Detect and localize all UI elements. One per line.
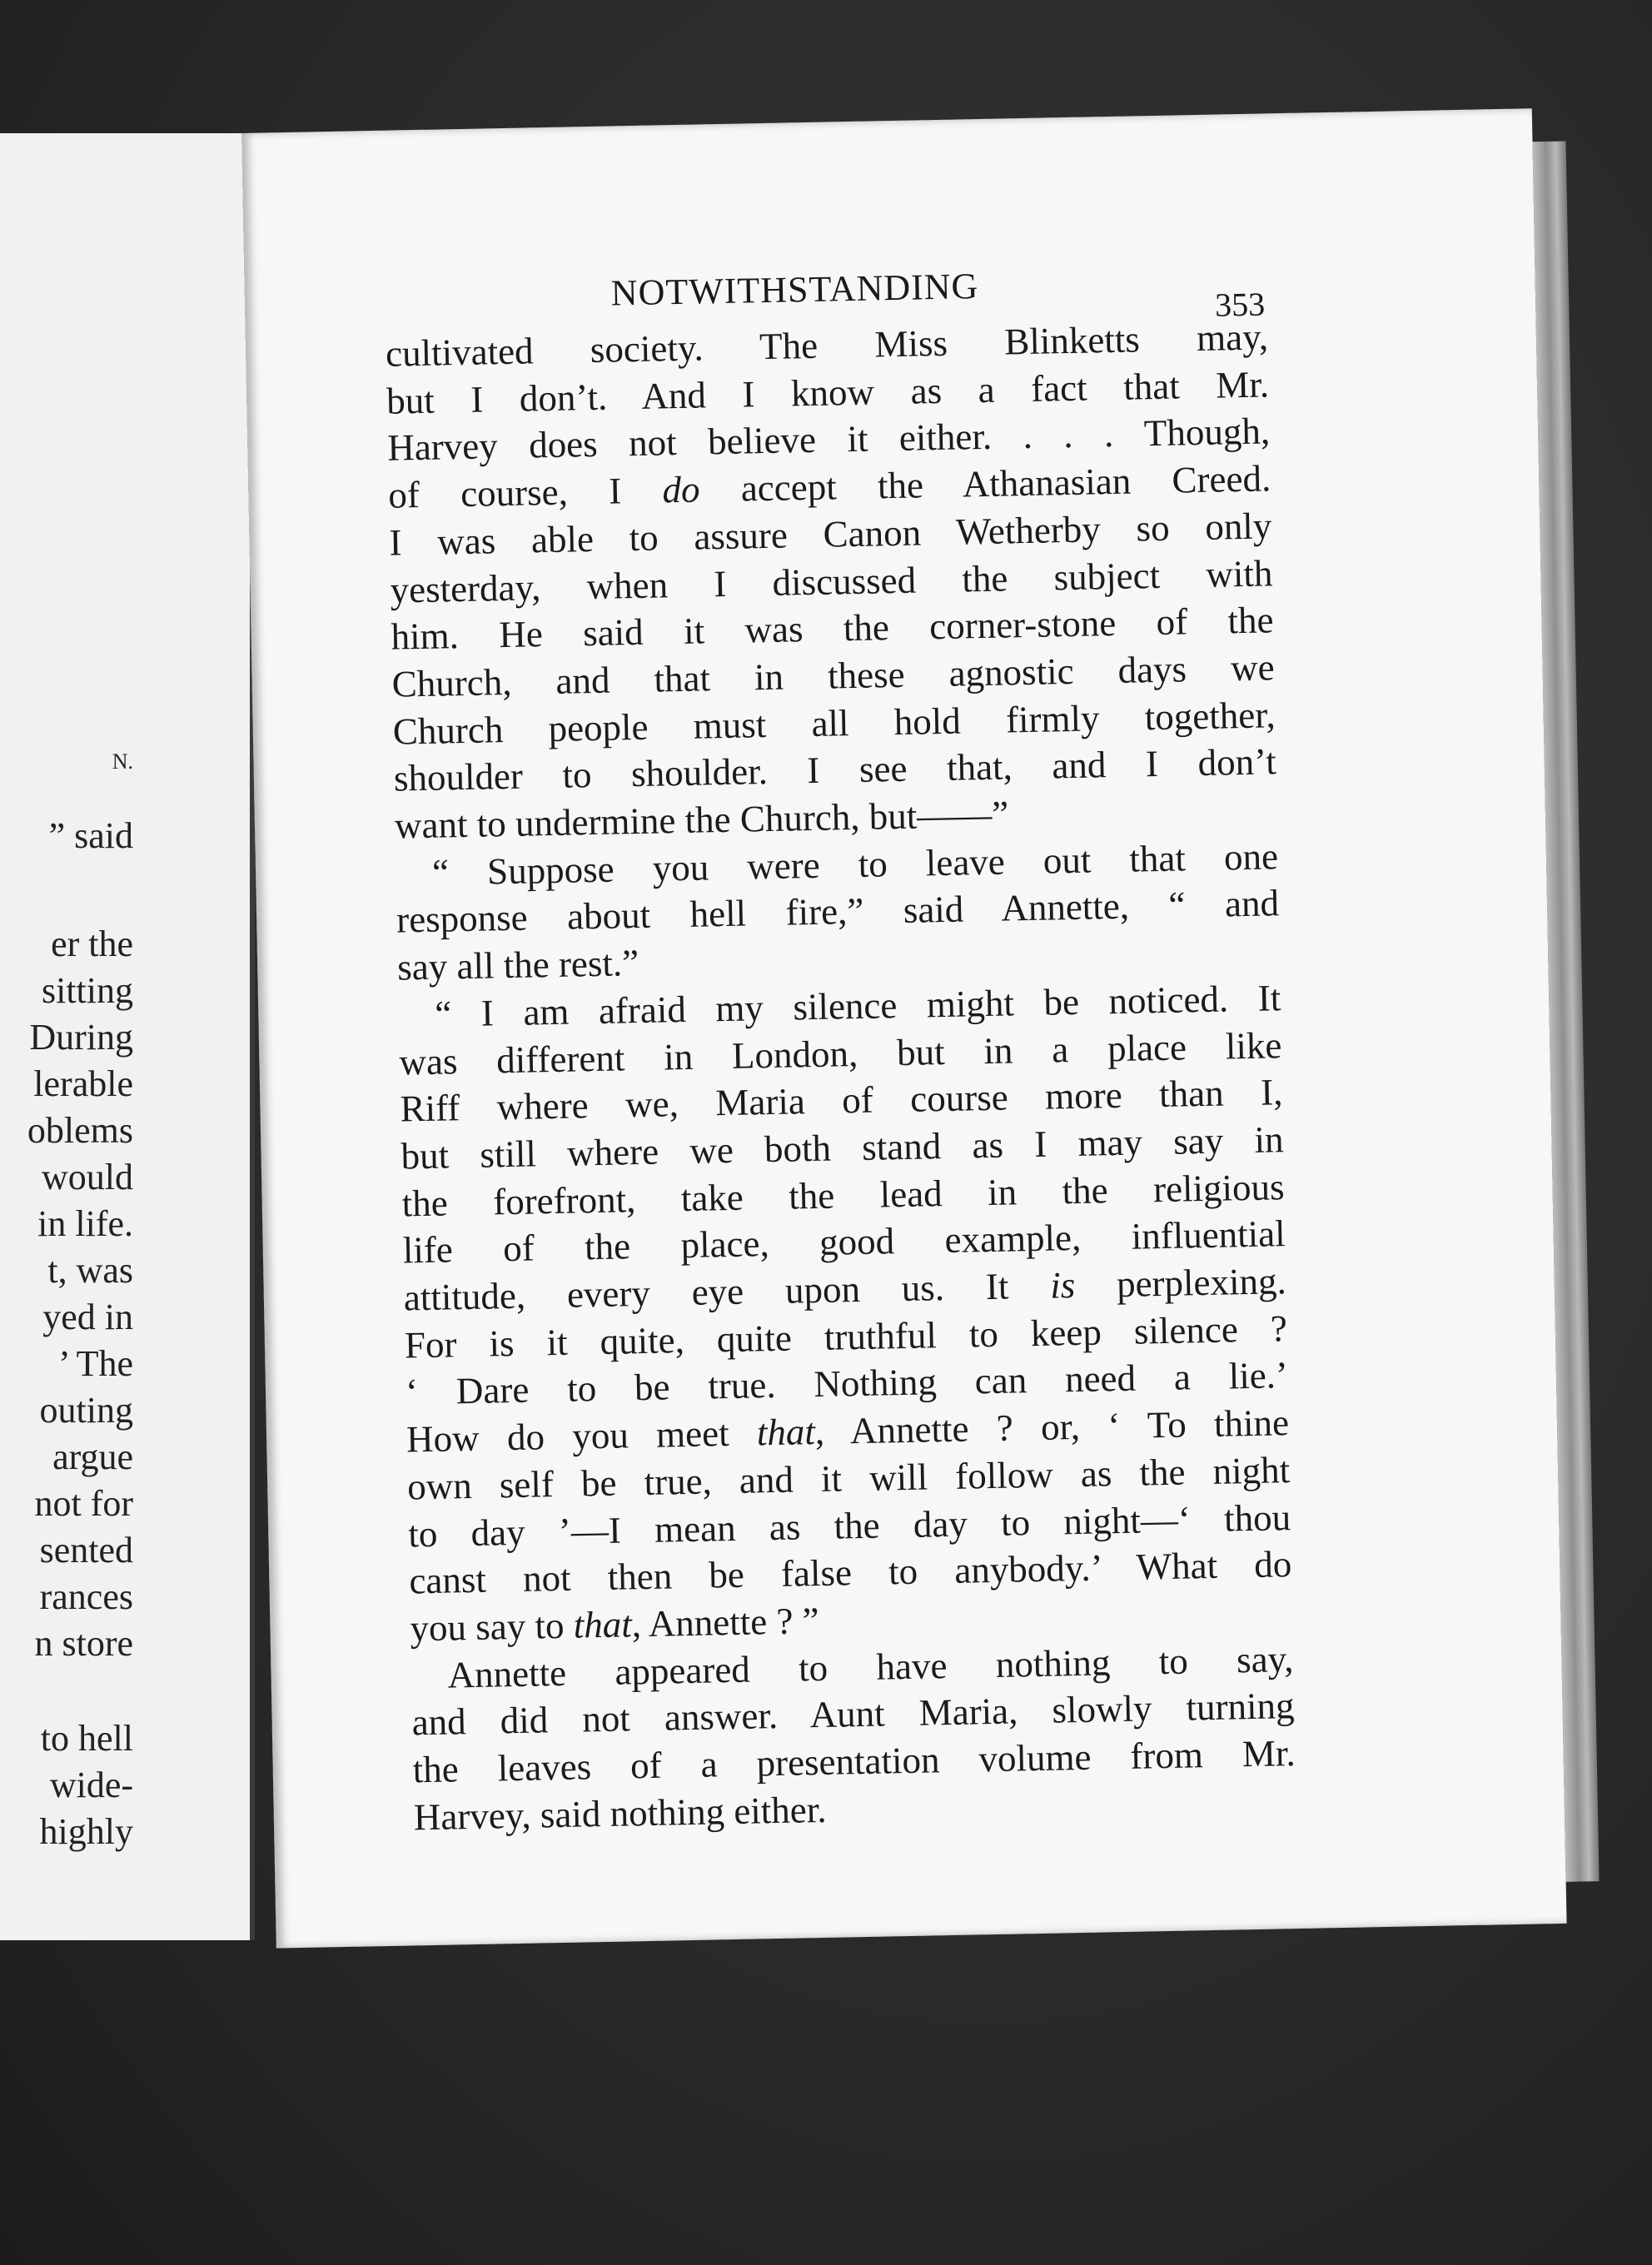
text-line: cultivated society. The Miss Blinketts may, xyxy=(385,316,1269,375)
left-page-fragment xyxy=(0,133,255,1940)
left-page-line: er the xyxy=(51,923,133,964)
page-edge xyxy=(1532,141,1599,1881)
left-page-line: highly xyxy=(39,1811,133,1852)
text-line: ‘ Dare to be true. Nothing can need a lie.’ xyxy=(405,1354,1289,1413)
left-page-line: to hell xyxy=(40,1718,133,1759)
text-line: Harvey, said nothing either. xyxy=(413,1788,827,1839)
left-page-line: not for xyxy=(34,1483,133,1524)
right-page xyxy=(241,108,1567,1948)
page-number: 353 xyxy=(1214,285,1266,324)
text-line: attitude, every eye upon us. It is perplexing. xyxy=(403,1260,1287,1319)
left-page-line: ” said xyxy=(48,815,133,856)
text-line: Church people must all hold firmly together, xyxy=(392,693,1276,753)
text-line: shoulder to shoulder. I see that, and I don’t xyxy=(393,740,1277,799)
left-page-line: t, was xyxy=(47,1250,133,1291)
text-line: and did not answer. Aunt Maria, slowly turning xyxy=(411,1685,1295,1744)
left-page-line: ’ The xyxy=(58,1343,133,1384)
left-page-line: in life. xyxy=(37,1203,133,1244)
left-page-line: wide- xyxy=(49,1765,133,1805)
text-line: life of the place, good example, influential xyxy=(402,1212,1286,1272)
text-line: was different in London, but in a place like xyxy=(398,1023,1282,1083)
text-line: “ Suppose you were to leave out that one xyxy=(431,835,1279,894)
text-line: want to undermine the Church, but——” xyxy=(394,793,1009,847)
text-line: Harvey does not believe it either. . . . Though, xyxy=(386,410,1271,470)
text-line: response about hell fire,” said Annette, “ and xyxy=(396,882,1280,942)
text-line: “ I am afraid my silence might be noticed. It xyxy=(434,977,1281,1035)
text-line: Church, and that in these agnostic days we xyxy=(391,646,1276,705)
left-page-line: lerable xyxy=(33,1063,133,1104)
text-line: him. He said it was the corner-stone of the xyxy=(391,599,1274,658)
left-page-line: sented xyxy=(39,1530,133,1571)
left-page-line: yed in xyxy=(42,1297,133,1337)
left-page-line: rances xyxy=(39,1576,133,1617)
text-line: but still where we both stand as I may say in xyxy=(401,1118,1284,1177)
text-line: you say to that, Annette ? ” xyxy=(410,1600,820,1650)
left-page-line: argue xyxy=(52,1436,133,1477)
text-line: I was able to assure Canon Wetherby so only xyxy=(388,505,1272,564)
text-line: the forefront, take the lead in the religious xyxy=(401,1165,1285,1225)
text-line: to day ’—I mean as the day to night—‘ thou xyxy=(407,1496,1291,1556)
text-line: Riff where we, Maria of course more than I, xyxy=(400,1071,1283,1130)
running-head: NOTWITHSTANDING xyxy=(610,266,979,314)
text-line: canst not then be false to anybody.’ What do xyxy=(408,1543,1292,1602)
text-line: How do you meet that, Annette ? or, ‘ To thine xyxy=(406,1401,1290,1461)
text-line: own self be true, and it will follow as the night xyxy=(406,1449,1291,1508)
text-line: but I don’t. And I know as a fact that Mr. xyxy=(386,363,1270,422)
left-page-line: outing xyxy=(39,1390,133,1431)
left-page-line: sitting xyxy=(41,970,133,1011)
text-line: For is it quite, quite truthful to keep silence ? xyxy=(404,1307,1288,1366)
left-page-line: oblems xyxy=(27,1110,133,1151)
body-text xyxy=(386,313,1297,1841)
text-line: Annette appeared to have nothing to say, xyxy=(447,1637,1294,1696)
left-page-line: would xyxy=(42,1157,133,1197)
left-page-line: N. xyxy=(112,749,133,774)
text-line: the leaves of a presentation volume from Mr. xyxy=(412,1732,1296,1791)
text-line: of course, I do accept the Athanasian Creed. xyxy=(387,457,1271,516)
text-line: yesterday, when I discussed the subject with xyxy=(390,551,1273,611)
left-page-line: n store xyxy=(34,1623,133,1664)
left-page-line: During xyxy=(29,1017,133,1058)
text-line: say all the rest.” xyxy=(396,942,639,988)
